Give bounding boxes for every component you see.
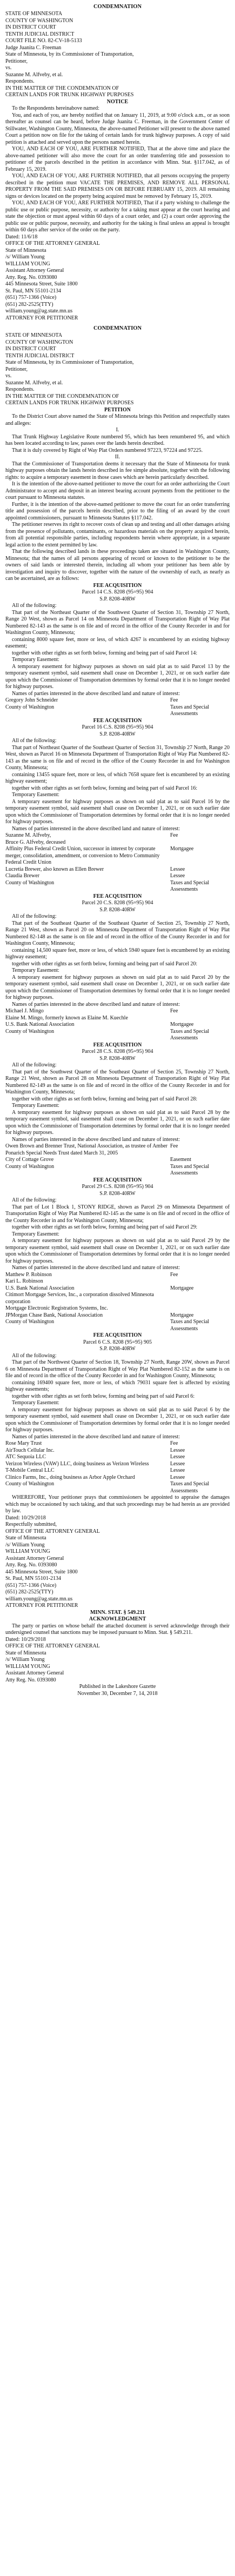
caption-line: IN THE MATTER OF THE CONDEMNATION OF <box>5 393 119 399</box>
party-name: Clinico Farms, Inc., doing business as Arbor Apple Orchard <box>5 1474 135 1480</box>
signature-line: State of Minnesota <box>5 247 46 253</box>
party-interest: Fee <box>170 1440 178 1447</box>
caption-line: State of Minnesota, by its Commissioner of Transportation, <box>5 359 134 366</box>
interested-party-row <box>5 1447 230 1454</box>
caption-line: Suzanne M. Alfveby, et al. <box>5 379 63 386</box>
parcel-description: All of the following: <box>12 1197 57 1204</box>
caption-line: Petitioner, <box>5 366 28 372</box>
parcel-project: S.P. 8208-40RW <box>99 596 136 602</box>
party-name: U.S. Bank National Association <box>5 1285 75 1291</box>
parcel-description: All of the following: <box>12 738 57 744</box>
petition-paragraph: That it is duly covered by Right of Way Plat Orders numbered 97223, 97224 and 97225. <box>12 447 203 453</box>
parcel-description: containing 14,500 square feet, more or less, of which 5940 square feet is encumbered by an existing highway easement; <box>5 947 230 960</box>
signature-line: (651) 757-1366 (Voice) <box>5 1582 57 1589</box>
caption-line: vs. <box>5 373 12 379</box>
petition-paragraph: That the Commissioner of Transportation deems it necessary that the State of Minnesota for trunk highway purposes obtain the lands herein described in fee simple absolute, together with the following rights: to acquire a temporary easement in those cases which are herein particularly described. <box>5 461 230 481</box>
caption-line: Respondents. <box>5 78 35 85</box>
caption-line: CERTAIN LANDS FOR TRUNK HIGHWAY PURPOSES <box>5 92 134 98</box>
parcel-description: together with other rights as set forth below, forming and being part of said Parcel 14: <box>12 650 198 656</box>
signature-line: Assistant Attorney General <box>5 268 64 274</box>
party-name: County of Washington <box>5 1319 55 1325</box>
interested-party-row <box>5 1319 230 1332</box>
party-interest: Lessee <box>170 1454 185 1460</box>
parcel-description: A temporary easement for highway purposes as shown on said plat as to said Parcel 16 by the temporary easement symbol, said easement shall cease on December 1, 2021, or on such earlier date upon which the Commissioner of Transportation determines by formal order that it is no longer needed for highway purposes. <box>5 798 230 825</box>
caption-line: STATE OF MINNESOTA <box>5 332 63 339</box>
parcel-number: Parcel 28 C.S. 8208 (95=95) 904 <box>82 1049 153 1055</box>
interested-party-row <box>5 866 230 873</box>
parcel-description: together with other rights as set forth below, forming and being part of said Parcel 28: <box>12 1096 198 1102</box>
party-name: ATC Sequoia LLC <box>5 1454 46 1460</box>
signature-line: Atty Reg. No. 0393080 <box>5 1677 56 1683</box>
interested-party-row <box>5 1474 230 1481</box>
party-interest: Fee <box>170 1143 178 1150</box>
interested-party-row <box>5 1440 230 1447</box>
party-name: Bruce G. Alfveby, deceased <box>5 839 66 845</box>
interested-party-row <box>5 1143 230 1157</box>
parcel-description: Names of parties interested in the above described land and nature of interest: <box>12 1265 180 1271</box>
party-name: Michael J. Mingo <box>5 1008 44 1015</box>
parcel-description: A temporary easement for highway purposes as shown on said plat as to said Parcel 29 by the temporary easement symbol, said easement shall cease on December 1, 2021, or on such earlier date upon which the Commissioner of Transportation determines by formal order that it is no longer needed for highway purposes. <box>5 1238 230 1264</box>
notice-paragraph: YOU, AND EACH OF YOU, ARE FURTHER NOTIFIED, That at the above time and place the above-named petitioner will also move the court for an order transferring title and possession to petitioner of the parcels described in the petition in accordance with Minn. Stat. §117.042, as of February 15, 2019. <box>5 146 230 172</box>
parcel-description: That part of the Northeast Quarter of the Southwest Quarter of Section 31, Township 27 North, Range 20 West, shown as Parcel 14 on Minnesota Department of Transportation Right of Way Plat Numbered 82-143 as the same is on file and of record in the office of the County Recorder in and for Washington County, Minnesota; <box>5 609 230 636</box>
party-name: City of Cottage Grove <box>5 1157 54 1163</box>
party-interest: Fee <box>170 832 178 839</box>
party-interest: Taxes and Special Assessments <box>170 879 210 893</box>
parcel-description: Names of parties interested in the above described land and nature of interest: <box>12 1433 180 1440</box>
caption-line: IN THE MATTER OF THE CONDEMNATION OF <box>5 85 119 91</box>
party-interest <box>170 1278 230 1285</box>
party-interest: Fee <box>170 697 178 704</box>
signature-line: WILLIAM YOUNG <box>5 261 50 267</box>
caption-line: Suzanne M. Alfveby, et al. <box>5 71 63 78</box>
parcel-description: Names of parties interested in the above described land and nature of interest: <box>12 825 180 832</box>
parcel-description: All of the following: <box>12 603 57 609</box>
parcel-number: Parcel 14 C.S. 8208 (95=95) 904 <box>82 589 153 596</box>
caption-line: COUNTY OF WASHINGTON <box>5 17 73 24</box>
party-interest: Fee <box>170 1271 178 1278</box>
party-interest <box>170 839 230 846</box>
interested-party-row <box>5 1481 230 1494</box>
party-interest: Lessee <box>170 873 185 879</box>
parcel-project: S.P. 8208-40RW <box>99 1055 136 1062</box>
parcel-project: S.P. 8208-40RW <box>99 731 136 737</box>
party-interest: Lessee <box>170 1460 185 1467</box>
caption-line: TENTH JUDICIAL DISTRICT <box>5 352 75 359</box>
petition-paragraph: It is the intention of the above-named petitioner to move the court for an order authorizing the Court Administrator to accept and deposit in an interest bearing account payments from the petitioner to the court pursuant to Minnesota statutes. <box>5 481 230 501</box>
party-interest: Taxes and Special Assessments <box>170 1028 210 1042</box>
parcel-heading: FEE ACQUISITION <box>93 582 142 589</box>
petition-paragraph: That Trunk Highway Legislative Route numbered 95, which has been renumbered 95, and which has been located according to law, passes over the lands herein described. <box>5 433 230 447</box>
party-name: Suzanne M. Alfveby, <box>5 832 51 839</box>
signature-line: St. Paul, MN 55101-2134 <box>5 1576 62 1582</box>
party-interest: Mortgagee <box>170 1312 194 1318</box>
caption-line: CERTAIN LANDS FOR TRUNK HIGHWAY PURPOSES <box>5 400 134 406</box>
caption-line: Judge Juanita C. Freeman <box>5 44 62 51</box>
respectfully-submitted: Respectfully submitted, <box>5 1521 57 1528</box>
party-name: Gregory John Schneider <box>5 697 58 704</box>
signature-line: ATTORNEY FOR PETITIONER <box>5 1603 78 1609</box>
notice-paragraph: YOU, AND EACH OF YOU, ARE FURTHER NOTIFIED, that all persons occupying the property described in the petition must VACATE THE PREMISES, AND REMOVE ALL PERSONAL PROPERTY FROM THE SAID PREMISES ON OR BEFORE FEBRUARY 15, 2019. All remaining signs or devices located on the property being acquired must be removed by February 15, 2019. <box>5 173 230 199</box>
section-number: II. <box>115 454 120 461</box>
parcel-description: All of the following: <box>12 1062 57 1069</box>
parcel-description: together with other rights as set forth below, forming and being part of said Parcel 16: <box>12 785 198 791</box>
interested-party-row <box>5 873 230 880</box>
signature-line: /s/ William Young <box>5 1541 45 1548</box>
signature-line: 445 Minnesota Street, Suite 1800 <box>5 281 78 288</box>
party-interest: Mortgagee <box>170 1022 194 1028</box>
party-name: Kari L. Robinson <box>5 1278 43 1285</box>
petition-heading: PETITION <box>104 406 131 413</box>
interested-party-row <box>5 846 230 866</box>
parcel-description: Temporary Easement: <box>12 657 59 663</box>
parcel-description: containing 8000 square feet, more or less, of which 4267 is encumbered by an existing highway easement; <box>5 636 230 650</box>
signature-line: St. Paul, MN 55101-2134 <box>5 288 62 294</box>
parcel-description: together with other rights as set forth below, forming and being part of said Parcel 6: <box>12 1393 195 1399</box>
published-dates: November 30, December 7, 14, 2018 <box>77 1690 158 1697</box>
party-name: County of Washington <box>5 879 55 886</box>
caption-line: Petitioner, <box>5 58 28 64</box>
notice-dated: Dated: 11/6/18 <box>5 233 38 240</box>
published-in: Published in the Lakeshore Gazette <box>79 1684 156 1690</box>
party-interest: Lessee <box>170 1447 185 1453</box>
interested-party-row <box>5 1278 230 1285</box>
party-name: Citimort Mortgage Services, Inc., a corporation dissolved Minnesota corporation <box>5 1292 154 1305</box>
parcel-description: Temporary Easement: <box>12 967 59 974</box>
parcel-heading: FEE ACQUISITION <box>93 717 142 724</box>
acknowledgment-heading: ACKNOWLEDGMENT <box>89 1616 146 1623</box>
party-name: Rose Mary Trust <box>5 1440 42 1447</box>
parcel-description: Names of parties interested in the above described land and nature of interest: <box>12 1001 180 1007</box>
signature-line: WILLIAM YOUNG <box>5 1663 50 1670</box>
party-name: U.S. Bank National Association <box>5 1022 75 1028</box>
party-name: County of Washington <box>5 704 55 710</box>
caption-line: IN DISTRICT COURT <box>5 346 56 352</box>
caption-line: TENTH JUDICIAL DISTRICT <box>5 31 75 37</box>
parcel-description: Temporary Easement: <box>12 1231 59 1237</box>
parcel-description: containing 169400 square feet, more or less, of which 79031 square feet is affected by existing highway easements; <box>5 1379 230 1393</box>
notice-paragraph: You, and each of you, are hereby notified that on January 11, 2019, at 9:00 o'clock a.m., or as soon thereafter as counsel can be heard, before Judge Juanita C. Freeman, in the Government Center of Stillwater, Washington County, Minnesota, the above-named Petitioner will present to the above named Court a petition now on file for the taking of certain lands for trunk highway purposes. A copy of said petition is attached and served upon the persons named herein. <box>5 112 230 145</box>
party-interest: Taxes and Special Assessments <box>170 704 210 717</box>
notice-paragraph: YOU, AND EACH OF YOU, ARE FURTHER NOTIFIED, That if a party wishing to challenge the public use or public purpose, necessity, or authority for a taking must appear at the court hearing and state the objection or must appeal within 60 days of a court order, and (2) a court order approving the public use or public purpose, necessity, and authority for the taking is final unless an appeal is brought within 60 days after service of the order on the party. <box>5 200 230 233</box>
interested-party-row <box>5 1157 230 1164</box>
petition-paragraph: That the following described lands in these proceedings taken are situated in Washington County, Minnesota; that the names of all persons appearing of record or known to the petitioner to be the owners of said lands or interested therein, including all whom your petitioner has been able by investigation and inquiry to discover, together with the nature of the ownership of each, as nearly as can be ascertained, are as follows: <box>5 549 230 582</box>
notice-title: CONDEMNATION <box>93 4 142 10</box>
parcel-heading: FEE ACQUISITION <box>93 1177 142 1183</box>
signature-line: Atty. Reg. No. 0393080 <box>5 1562 57 1569</box>
signature-line: ATTORNEY FOR PETITIONER <box>5 315 78 321</box>
interested-party-row <box>5 1285 230 1292</box>
caption-line: State of Minnesota, by its Commissioner of Transportation, <box>5 51 134 58</box>
party-interest: Lessee <box>170 1467 185 1474</box>
signature-line: 445 Minnesota Street, Suite 1800 <box>5 1569 78 1575</box>
party-interest <box>170 1015 230 1022</box>
parcel-description: A temporary easement for highway purposes as shown on said plat as to said Parcel 20 by the temporary easement symbol, said easement shall cease on December 1, 2021, or on such earlier date upon which the Commissioner of Transportation determines by formal order that it is no longer needed for highway purposes. <box>5 974 230 1001</box>
parcel-description: Temporary Easement: <box>12 792 59 798</box>
signature-line: Atty. Reg. No. 0393080 <box>5 274 57 281</box>
signature-line: /s/ William Young <box>5 1657 45 1663</box>
parcel-description: A temporary easement for highway purposes as shown on said plat as to said Parcel 6 by the temporary easement symbol, said easement shall cease on December 1, 2021, or on such earlier date upon which the Commissioner of Transportation determines by formal order that it is no longer needed for highway purposes. <box>5 1406 230 1433</box>
parcel-project: S.P. 8208-40RW <box>99 1346 136 1352</box>
acknowledgment-text: The party or parties on whose behalf the attached document is served acknowledge through their undersigned counsel that sanctions may be imposed pursuant to Minn. Stat. § 549.211. <box>5 1623 230 1636</box>
parcel-description: Names of parties interested in the above described land and nature of interest: <box>12 690 180 697</box>
party-name: AirTouch Cellular Inc. <box>5 1447 55 1453</box>
interested-party-row <box>5 697 230 704</box>
party-interest <box>170 1292 230 1305</box>
interested-party-row <box>5 1022 230 1029</box>
petition-title: CONDEMNATION <box>93 325 142 332</box>
signature-line: OFFICE OF THE ATTORNEY GENERAL <box>5 1528 100 1534</box>
party-name: T-Mobile Central LLC <box>5 1467 55 1474</box>
parcel-description: containing 13455 square feet, more or less, of which 7658 square feet is encumbered by an existing highway easement; <box>5 771 230 785</box>
parcel-description: All of the following: <box>12 1352 57 1359</box>
party-interest: Taxes and Special Assessments <box>170 1319 210 1332</box>
signature-line: (651) 757-1366 (Voice) <box>5 295 57 301</box>
party-name: Affinity Plus Federal Credit Union, successor in interest by corporate merger, consolidation, amendment, or conversion to Metro Community Federal Credit Union <box>5 846 160 866</box>
parcel-project: S.P. 8208-40RW <box>99 906 136 913</box>
party-name: Lucretia Brewer, also known as Ellen Brewer <box>5 866 104 872</box>
petition-paragraph: Further, it is the intention of the above-named petitioner to move the court for an order transferring title and possession of the parcels herein described, prior to the filing of an award by the court appointed commissioners, pursuant to Minnesota Statutes §117.042. <box>5 501 230 521</box>
interested-party-row <box>5 1305 230 1312</box>
party-interest: Taxes and Special Assessments <box>170 1163 210 1177</box>
caption-line: IN DISTRICT COURT <box>5 24 56 31</box>
petition-paragraph: To the District Court above named the State of Minnesota brings this Petition and respectfully states and alleges: <box>5 413 230 426</box>
party-interest: Easement <box>170 1157 191 1163</box>
parcel-description: All of the following: <box>12 913 57 920</box>
petition-paragraph: The petitioner reserves its right to recover costs of clean up and testing and all other damages arising from the presence of pollutants, contaminants, or hazardous materials on the property acquired herein, from all potential responsible parties, including respondents herein where appropriate, in a separate legal action to the extent permitted by law. <box>5 522 230 548</box>
signature-line: State of Minnesota <box>5 1535 46 1541</box>
signature-line: /s/ William Young <box>5 254 45 261</box>
party-name: County of Washington <box>5 1163 55 1170</box>
parcel-description: A temporary easement for highway purposes as shown on said plat as to said Parcel 13 by the temporary easement symbol, said easement shall cease on December 1, 2021, or on such earlier date upon which the Commissioner of Transportation determines by formal order that it is no longer needed for highway purposes. <box>5 663 230 690</box>
party-name: County of Washington <box>5 1028 55 1035</box>
parcel-number: Parcel 29 C.S. 8208 (95=95) 904 <box>82 1184 153 1190</box>
interested-party-row <box>5 1008 230 1015</box>
party-name: Matthew P. Robinson <box>5 1271 52 1278</box>
interested-party-row <box>5 1467 230 1474</box>
acknowledgment-dated: Dated: 10/29/2018 <box>5 1636 46 1643</box>
signature-line: OFFICE OF THE ATTORNEY GENERAL <box>5 1643 100 1650</box>
party-interest: Lessee <box>170 1474 185 1480</box>
signature-line: william.young@ag.state.mn.us <box>5 308 73 315</box>
party-interest: Mortgagee <box>170 1285 194 1291</box>
party-name: Owen Brown and Brenner Trust, National Association, as trustee of Amber Ponarich Special Needs Trust dated March 31, 2005 <box>5 1143 167 1156</box>
parcel-description: That part of the Southwest Quarter of the Southeast Quarter of Section 25, Township 27 North, Range 21 West, shown as Parcel 28 on Minnesota Department of Transportation Right of Way Plat Numbered 82-149 as the same is on file and of record in the office of the County Recorder in and for Washington County, Minnesota; <box>5 1069 230 1096</box>
parcel-number: Parcel 20 C.S. 8208 (95=95) 904 <box>82 900 153 906</box>
interested-party-row <box>5 1164 230 1177</box>
parcel-description: That part of the Southeast Quarter of the Southeast Quarter of Section 25, Township 27 North, Range 21 West, shown as Parcel 20 on Minnesota Department of Transportation Right of Way Plat Numbered 82-148 as the same is on file and of record in the office of the County Recorder in and for Washington County, Minnesota; <box>5 920 230 947</box>
parcel-number: Parcel 6 C.S. 8208 (95=95) 905 <box>83 1339 152 1345</box>
parcel-number: Parcel 16 C.S. 8208 (95=95) 904 <box>82 724 153 731</box>
signature-line: Assistant Attorney General <box>5 1555 64 1561</box>
interested-party-row <box>5 1312 230 1319</box>
parcel-description: That part of Lot 1 Block 1, STONY RIDGE, shown as Parcel 29 on Minnesota Department of Transportation Right of Way Plat Numbered 82-145 as the same is on file and of record in the office of the County Recorder in and for Washington County, Minnesota; <box>5 1204 230 1224</box>
parcel-description: That part of Northeast Quarter of the Southeast Quarter of Section 31, Township 27 North, Range 20 West, shown as Parcel 16 on Minnesota Department of Transportation Right of Way Plat Numbered 82-143 as the same is on file and of record in the office of the County Recorder in and for Washington County, Minnesota; <box>5 744 230 771</box>
party-name: Verizon Wireless (VAW) LLC, doing business as Verizon Wireless <box>5 1460 149 1467</box>
signature-line: OFFICE OF THE ATTORNEY GENERAL <box>5 241 100 247</box>
party-name: Mortgage Electronic Registration Systems, Inc. <box>5 1305 108 1312</box>
signature-line: State of Minnesota <box>5 1650 46 1656</box>
party-interest <box>170 1305 230 1312</box>
party-name: Claudia Brewer <box>5 873 40 879</box>
parcel-heading: FEE ACQUISITION <box>93 1042 142 1048</box>
parcel-description: Temporary Easement: <box>12 1103 59 1109</box>
parcel-description: That part of the Northwest Quarter of Section 18, Township 27 North, Range 20W, shown as Parcel 6 on Minnesota Department of Transportation Right of Way Plat Numbered 82-152 as the same is on file and of record in the office of the County Recorder in and for Washington County, Minnesota; <box>5 1359 230 1379</box>
party-name: County of Washington <box>5 1481 55 1487</box>
interested-party-row <box>5 1272 230 1279</box>
interested-party-row <box>5 704 230 718</box>
prayer-paragraph: WHEREFORE, Your petitioner prays that commissioners be appointed to appraise the damages which may be occasioned by such taking, and that such proceedings may be had herein as are provided by law. <box>5 1494 230 1514</box>
parcel-description: together with other rights as set forth below, forming and being part of said Parcel 20: <box>12 960 198 967</box>
parcel-project: S.P. 8208-40RW <box>99 1190 136 1197</box>
caption-line: COURT FILE NO. 82-CV-18-5133 <box>5 38 82 44</box>
parcel-heading: FEE ACQUISITION <box>93 893 142 899</box>
notice-paragraph: To the Respondents hereinabove named: <box>12 105 100 112</box>
caption-line: COUNTY OF WASHINGTON <box>5 339 73 345</box>
interested-party-row <box>5 839 230 846</box>
party-interest: Mortgagee <box>170 846 194 852</box>
parcel-description: Temporary Easement: <box>12 1400 59 1406</box>
party-interest: Taxes and Special Assessments <box>170 1481 210 1494</box>
parcel-description: together with other rights as set forth below, forming and being part of said Parcel 29: <box>12 1224 198 1231</box>
caption-line: STATE OF MINNESOTA <box>5 11 63 17</box>
parcel-heading: FEE ACQUISITION <box>93 1332 142 1339</box>
petition-dated: Dated: 10/29/2018 <box>5 1514 46 1521</box>
signature-line: william.young@ag.state.mn.us <box>5 1596 73 1602</box>
party-name: JPMorgan Chase Bank, National Association <box>5 1312 103 1318</box>
signature-line: WILLIAM YOUNG <box>5 1549 50 1555</box>
interested-party-row <box>5 1015 230 1022</box>
interested-party-row <box>5 1292 230 1305</box>
interested-party-row <box>5 832 230 839</box>
notice-heading: NOTICE <box>106 98 129 105</box>
signature-line: (651) 282-2525(TTY) <box>5 301 53 308</box>
party-name: Elaine M. Mingo, formerly known as Elaine M. Kuechle <box>5 1015 128 1021</box>
signature-line: (651) 282-2525(TTY) <box>5 1589 53 1596</box>
caption-line: vs. <box>5 65 12 71</box>
section-number: I. <box>116 427 119 433</box>
interested-party-row <box>5 1454 230 1461</box>
party-interest: Fee <box>170 1008 178 1015</box>
caption-line: Respondents. <box>5 386 35 393</box>
interested-party-row <box>5 1029 230 1042</box>
interested-party-row <box>5 1461 230 1468</box>
signature-line: Assistant Attorney General <box>5 1670 64 1677</box>
interested-party-row <box>5 880 230 893</box>
parcel-description: Names of parties interested in the above described land and nature of interest: <box>12 1136 180 1143</box>
parcel-description: A temporary easement for highway purposes as shown on said plat as to said Parcel 28 by the temporary easement symbol, said easement shall cease on December 1, 2021, or on such earlier date upon which the Commissioner of Transportation determines by formal order that it is no longer needed for highway purposes. <box>5 1109 230 1136</box>
party-interest: Lessee <box>170 866 185 872</box>
statute-heading: MINN. STAT. § 549.211 <box>90 1609 145 1616</box>
